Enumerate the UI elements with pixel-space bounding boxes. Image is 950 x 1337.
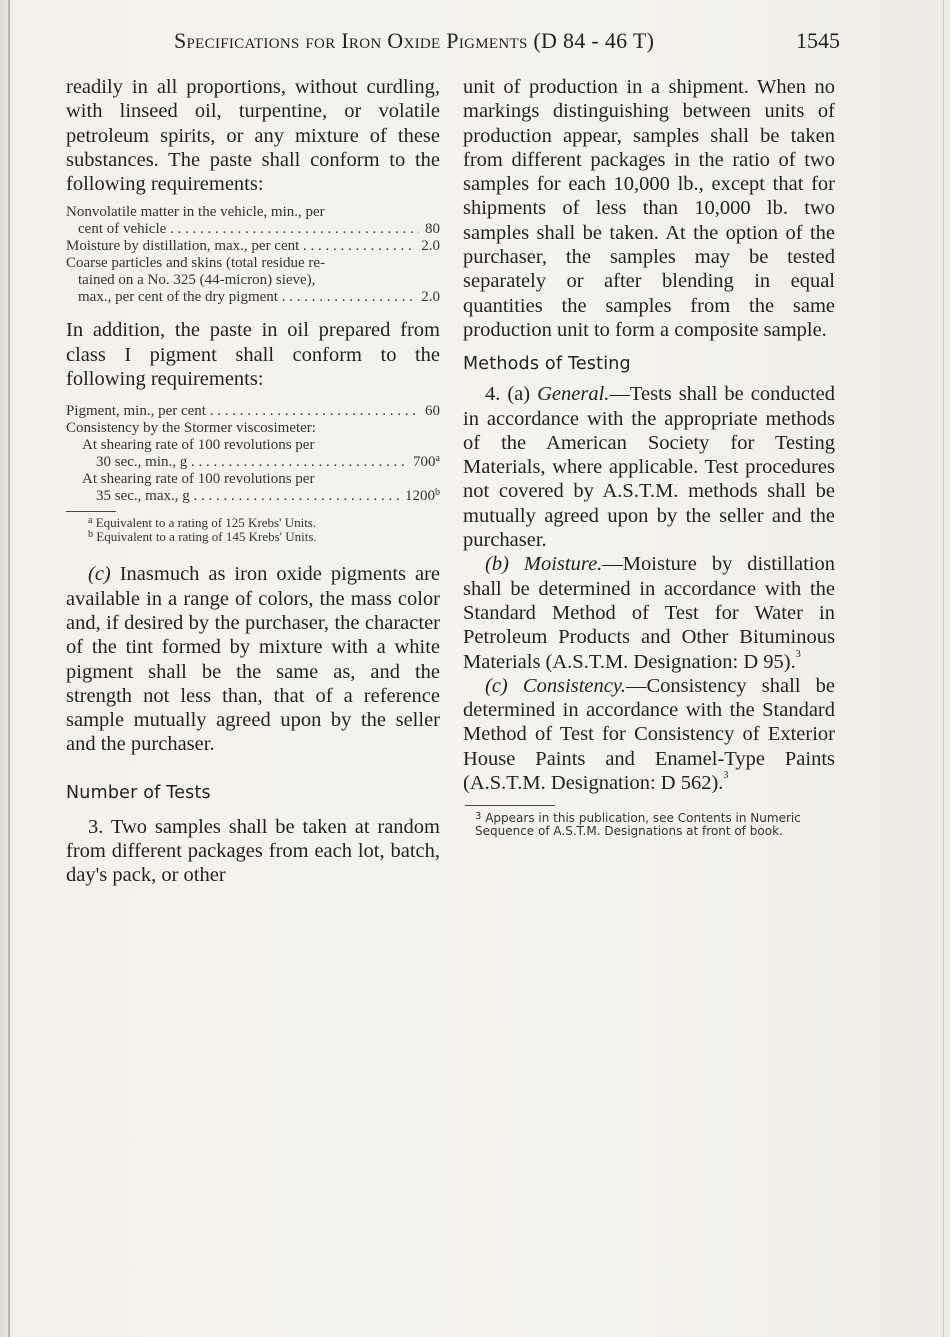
paragraph-general: 4. (a) General.—Tests shall be conducted in accordance with the appropriate methods of the American Society for Testing Materials, where applicable. Test procedures not covered by A.S.T.M. methods shall be mutually agreed upon by the seller and the purchaser. [463, 383, 835, 552]
paragraph-consistency: (c) Consistency.—Consistency shall be determined in accordance with the Standard Method of Test for Consistency of Exterior House Paints and Enamel-Type Paints (A.S.T.M. Designation: D 562).$^3$ [463, 674, 835, 795]
paragraph-color-strength: (c) Inasmuch as iron oxide pigments are available in a range of colors, the mass color and, if desired by the purchaser, the character of the tint formed by mixture with a white pigment shall be the same as, and the strength not less than, that of a reference sample mutually agreed upon by the seller and the purchaser. [66, 563, 441, 756]
paragraph-moisture: (b) Moisture.—Moisture by distillation shall be determined in accordance with the Standard Method of Test for Water in Petroleum Products and Other Bituminous Materials (A.S.T.M. Designation: D 95).$^3$ [463, 553, 836, 673]
footnote-ref: b [435, 487, 440, 499]
req-row-moisture: Moisture by distillation, max., per cent . . . 2.0 [66, 238, 440, 255]
paragraph-paste-requirements: readily in all proportions, without curdling, with linseed oil, turpentine, or volatile petroleum spirits, or any mixture of these substances. The paste shall conform to the following requirements: [66, 76, 440, 196]
footnote-rule [66, 511, 116, 512]
page-number: 1545 [796, 28, 840, 53]
heading-methods-of-testing: Methods of Testing [463, 354, 631, 375]
running-header [70, 28, 840, 58]
footnote-ref: a [435, 453, 440, 465]
req-row-shear-max: 35 sec., max., g . . . 1200$^b$ [66, 488, 440, 505]
page-footnote: $^3$ Appears in this publication, see Contents in Numeric Sequence of A.S.T.M. Designations at front of book. [475, 811, 801, 839]
page-edge-right [943, 0, 944, 1337]
table-footnote: $^b$ Equivalent to a rating of 145 Krebs' Units. [88, 529, 317, 545]
paragraph-sampling-cont: unit of production in a shipment. When no markings distinguishing between units of production appear, samples shall be taken from different packages in the ratio of two samples for each 10,000 lb., except that for shipments of less than 10,000 lb. two samples shall be taken. At the option of the purchaser, the samples may be tested separately or after blending in equal quantities the samples from the same production unit to form a composite sample. [463, 76, 835, 341]
req-row-pigment: Pigment, min., per cent . . . 60 [66, 403, 440, 420]
left-column [66, 75, 440, 888]
footnote-ref: 3 [723, 770, 729, 782]
paragraph-class-i: In addition, the paste in oil prepared from class I pigment shall conform to the following requirements: [66, 319, 440, 391]
req-value: 2.0 [421, 289, 440, 306]
req-value: 2.0 [421, 238, 440, 255]
heading-number-of-tests: Number of Tests [66, 782, 211, 803]
right-column [463, 75, 835, 838]
requirements-table-class-i: Pigment, min., per cent . . . 60 Consistency by the Stormer viscosimeter: At shearing rate of 100 revolutions per 30 sec., min., g . . . 700$^a$ At shearing rate of 100 revolutions per 35 sec., max., g . . . 1200$^b$ [66, 403, 440, 505]
req-row-coarse-particles: Coarse particles and skins (total residue re- tained on a No. 325 (44-micron) sieve), max., per cent of the dry pigment . . . 2.0 [66, 255, 440, 306]
footnote-rule [465, 805, 555, 806]
requirements-table-paste [66, 204, 440, 306]
running-title: Specifications for Iron Oxide Pigments (D 84 - 46 T) [174, 28, 655, 53]
table-footnote: $^a$ Equivalent to a rating of 125 Krebs' Units. [88, 515, 317, 531]
footnote-ref: 3 [795, 648, 801, 660]
req-row-nonvolatile: Nonvolatile matter in the vehicle, min., per cent of vehicle . . . 80 [66, 204, 440, 238]
req-row-consistency: Consistency by the Stormer viscosimeter: [66, 420, 316, 437]
req-value: 80 [425, 221, 440, 238]
page-edge-shadow [8, 0, 10, 1337]
paragraph-sampling: 3. Two samples shall be taken at random from different packages from each lot, batch, day's pack, or other [66, 815, 440, 887]
req-row-shear-min: 30 sec., min., g . . . 700$^a$ [66, 454, 440, 471]
